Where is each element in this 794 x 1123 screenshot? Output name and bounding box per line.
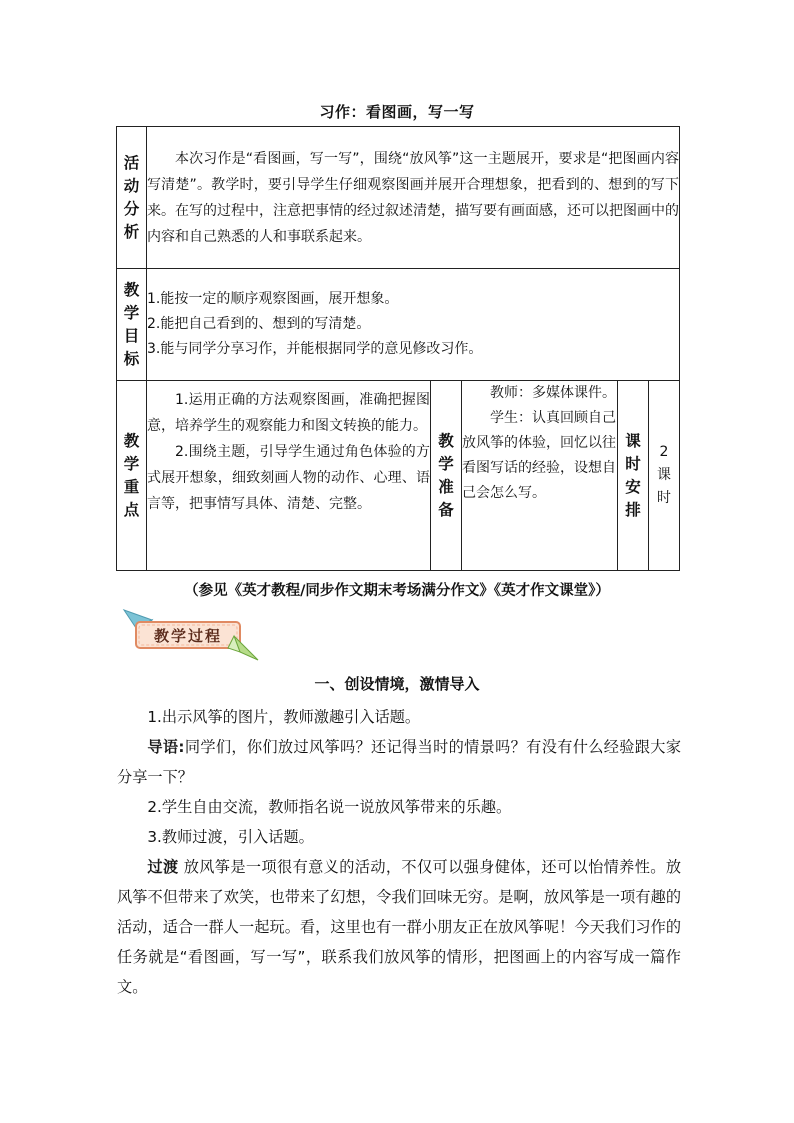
goals-label: 教学目标 xyxy=(123,280,140,368)
goals-row xyxy=(117,269,680,381)
transition-paragraph xyxy=(117,852,681,1002)
intro-text: 同学们，你们放过风筝吗？还记得当时的情景吗？有没有什么经验跟大家分享一下？ xyxy=(117,738,681,786)
activity-text: 本次习作是“看图画，写一写”，围绕“放风筝”这一主题展开，要求是“把图画内容写清楚”。教学时，要引导学生仔细观察图画并展开合理想象，把看到的、想到的写下来。在写的过程中，注意把事情的经过叙述清楚，描写要有画面感，还可以把图画中的内容和自己熟悉的人和事联系起来。 xyxy=(147,150,679,245)
goals-label-cell xyxy=(117,269,147,381)
prep-label-cell xyxy=(431,381,462,571)
section-heading: 一、创设情境，激情导入 xyxy=(314,675,480,693)
focus-item: 1.运用正确的方法观察图画，准确把握图意，培养学生的观察能力和图文转换的能力。 xyxy=(147,392,430,434)
intro-label: 导语: xyxy=(147,738,185,756)
prep-label: 教学准备 xyxy=(438,431,454,519)
activity-content-cell xyxy=(147,127,680,269)
prep-item: 学生：认真回顾自己放风筝的体验，回忆以往看图写话的经验，设想自己会怎么写。 xyxy=(462,410,616,501)
activity-label-cell xyxy=(117,127,147,269)
step-2: 2.学生自由交流，教师指名说一说放风筝带来的乐趣。 xyxy=(147,798,512,816)
goals-content-cell xyxy=(147,269,680,381)
teaching-process-banner xyxy=(122,606,262,664)
hours-value-cell xyxy=(649,381,680,571)
activity-row xyxy=(117,127,680,269)
step-1: 1.出示风筝的图片，教师激趣引入话题。 xyxy=(147,708,421,726)
banner-graphic xyxy=(122,606,262,664)
focus-label-cell xyxy=(117,381,147,571)
focus-label: 教学重点 xyxy=(123,431,140,519)
activity-label: 活动分析 xyxy=(123,153,140,241)
prep-content-cell xyxy=(462,381,618,571)
focus-content-cell xyxy=(147,381,431,571)
hours-label: 课时安排 xyxy=(625,431,641,519)
paper-plane-icon xyxy=(228,636,258,660)
focus-item: 2.围绕主题，引导学生通过角色体验的方式展开想象，细致刻画人物的动作、心理、语言等，把事情写具体、清楚、完整。 xyxy=(147,444,430,512)
goal-item: 1.能按一定的顺序观察图画，展开想象。 xyxy=(147,291,399,307)
banner-label: 教学过程 xyxy=(153,627,223,645)
goal-item: 2.能把自己看到的、想到的写清楚。 xyxy=(147,316,371,332)
goal-item: 3.能与同学分享习作，并能根据同学的意见修改习作。 xyxy=(147,341,483,357)
transition-label: 过渡 xyxy=(147,858,179,876)
page-title: 习作：看图画，写一写 xyxy=(319,103,475,121)
step-3: 3.教师过渡，引入话题。 xyxy=(147,828,314,846)
lesson-plan-table xyxy=(116,126,680,571)
focus-row xyxy=(117,381,680,571)
source-note: （参见《英才教程/同步作文期末考场满分作文》《英才作文课堂》） xyxy=(184,583,610,599)
lesson-body xyxy=(117,702,681,1002)
hours-label-cell xyxy=(618,381,649,571)
transition-text: 放风筝是一项很有意义的活动，不仅可以强身健体，还可以怡情养性。放风筝不但带来了欢笑，也带来了幻想，令我们回味无穷。是啊，放风筝是一项有趣的活动，适合一群人一起玩。看，这里也有一群小朋友正在放风筝呢！今天我们习作的任务就是“看图画，写一写”，联系我们放风筝的情形，把图画上的内容写成一篇作文。 xyxy=(117,858,682,996)
hours-value: 2课时 xyxy=(656,443,671,506)
prep-item: 教师：多媒体课件。 xyxy=(490,385,616,401)
intro-paragraph xyxy=(117,732,681,792)
